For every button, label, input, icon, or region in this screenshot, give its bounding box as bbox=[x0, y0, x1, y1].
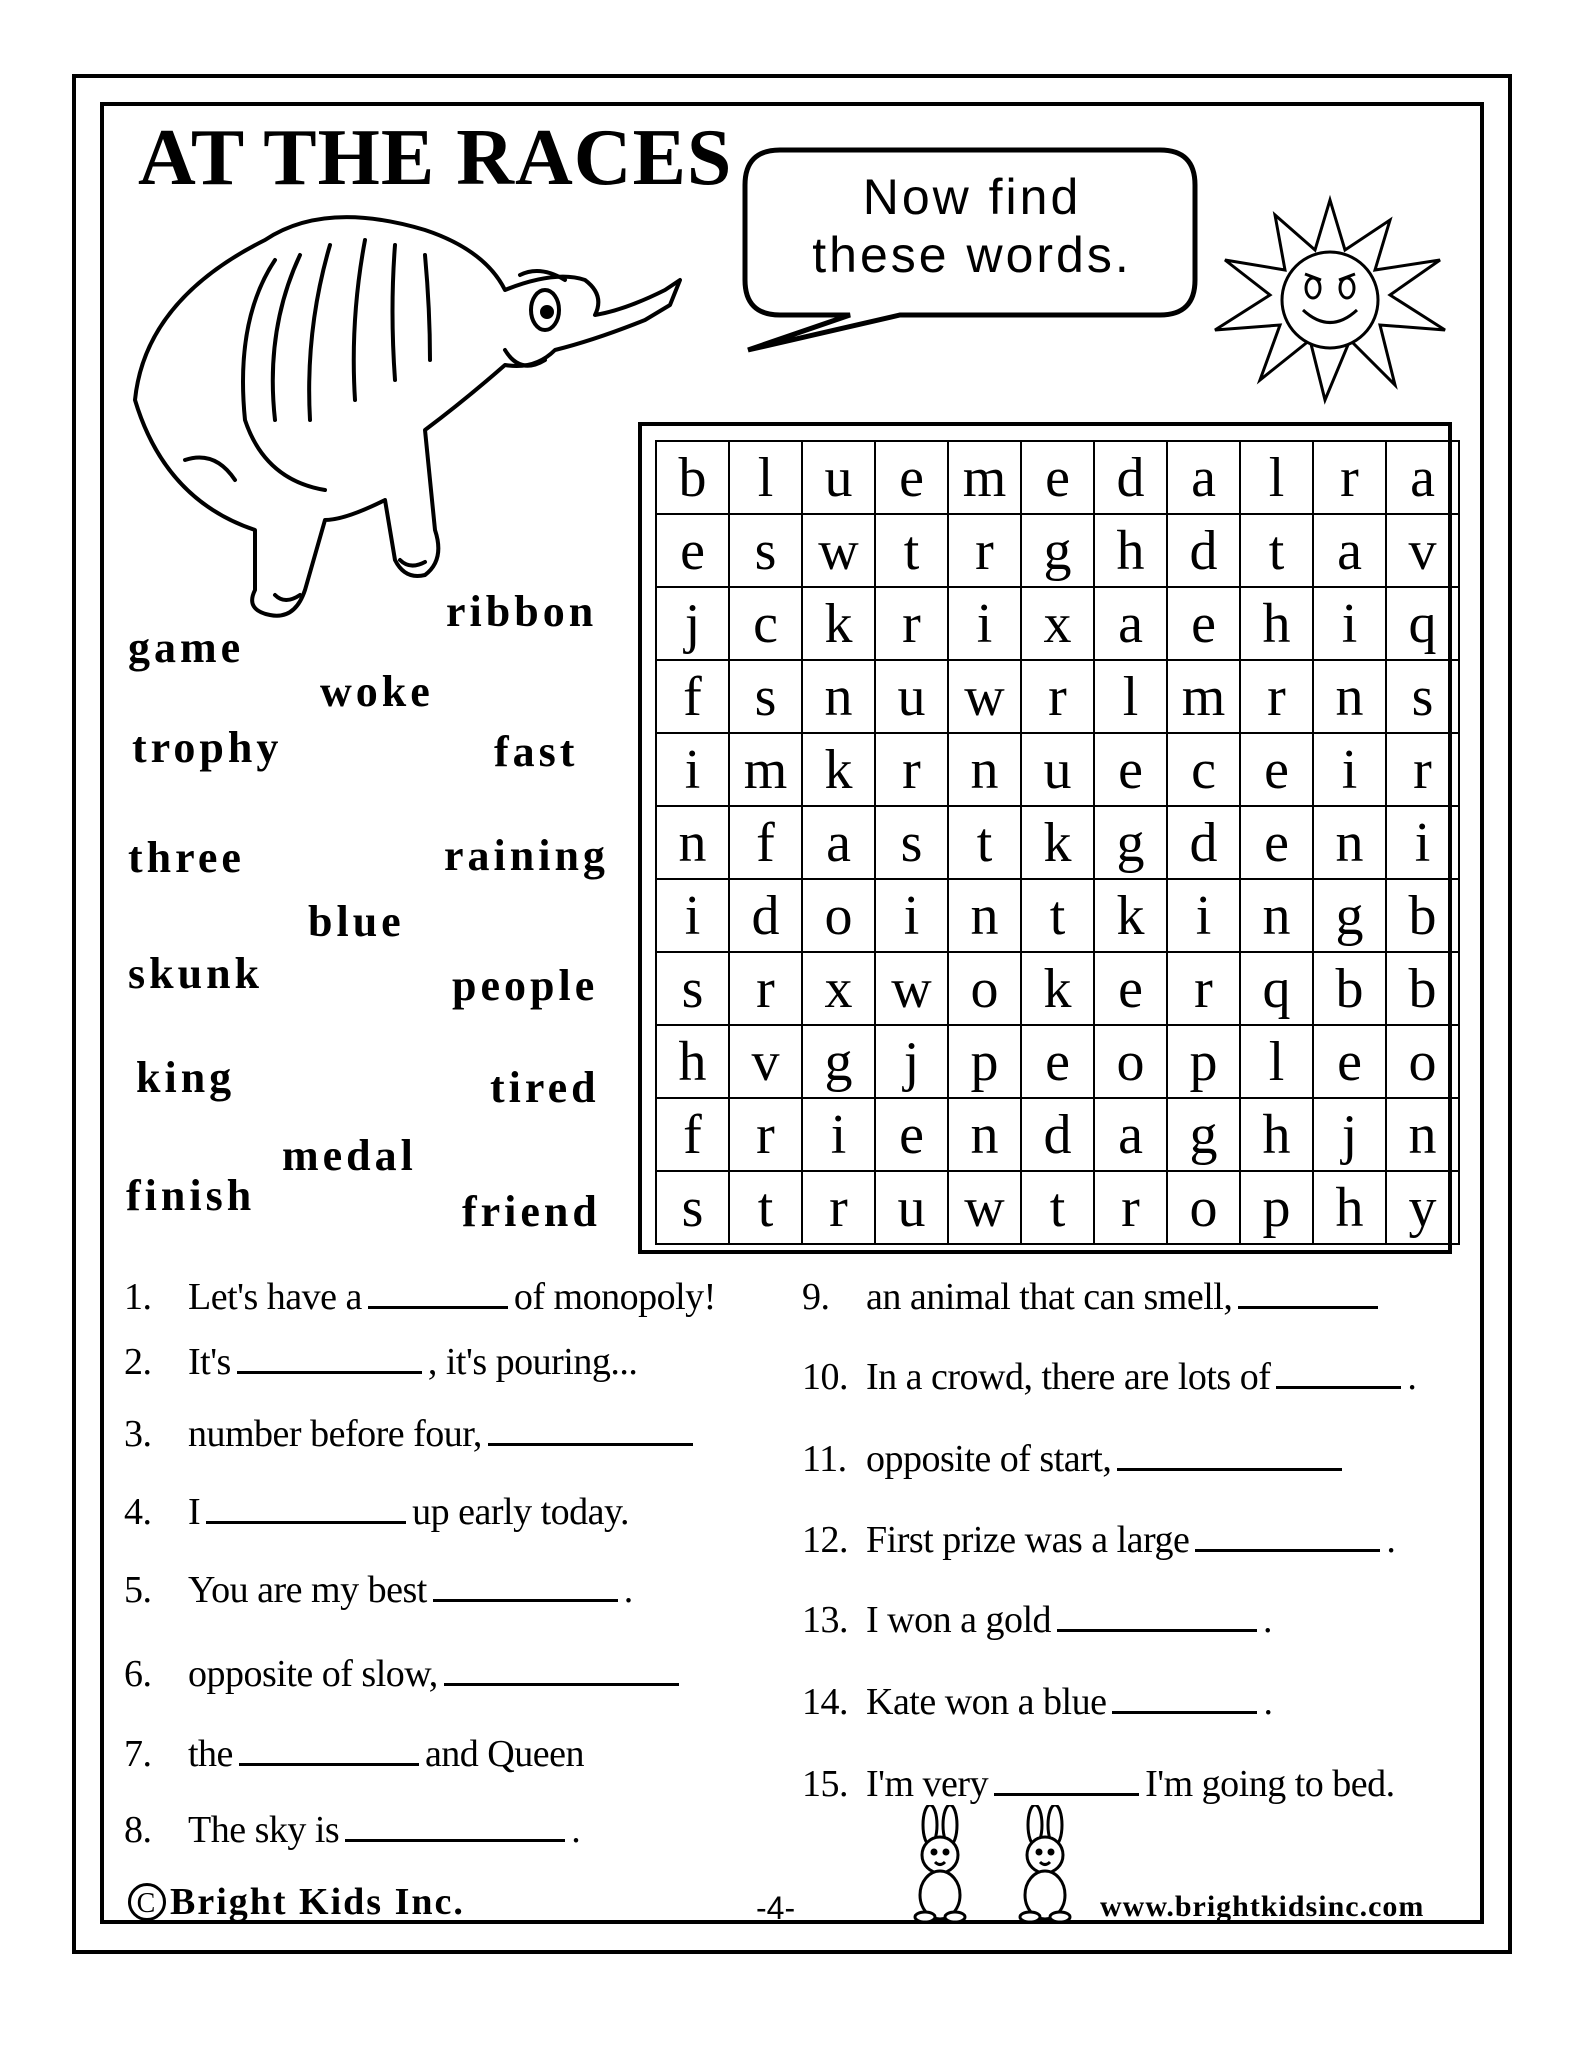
question-15 bbox=[802, 1762, 1395, 1806]
grid-cell[interactable]: e bbox=[1021, 1025, 1094, 1098]
grid-cell[interactable]: n bbox=[948, 879, 1021, 952]
question-text: First prize was a large bbox=[866, 1519, 1190, 1561]
copyright bbox=[128, 1880, 465, 1924]
grid-cell[interactable]: o bbox=[948, 952, 1021, 1025]
grid-cell[interactable]: g bbox=[1021, 514, 1094, 587]
answer-blank[interactable] bbox=[345, 1809, 565, 1842]
grid-cell[interactable]: h bbox=[1240, 1098, 1313, 1171]
grid-cell[interactable]: a bbox=[1386, 441, 1459, 514]
question-number: 2. bbox=[124, 1341, 152, 1383]
question-number: 13. bbox=[802, 1599, 848, 1641]
question-text-end: , it's pouring... bbox=[427, 1341, 638, 1383]
grid-row bbox=[656, 587, 1459, 660]
grid-cell[interactable]: s bbox=[729, 514, 802, 587]
grid-cell[interactable]: w bbox=[802, 514, 875, 587]
word-bank-item-finish: finish bbox=[126, 1171, 256, 1220]
answer-blank[interactable] bbox=[1057, 1599, 1257, 1632]
grid-cell[interactable]: i bbox=[1313, 587, 1386, 660]
grid-cell[interactable]: o bbox=[1167, 1171, 1240, 1244]
grid-cell[interactable]: x bbox=[802, 952, 875, 1025]
word-bank-item-three: three bbox=[128, 833, 245, 882]
grid-cell[interactable]: a bbox=[1094, 587, 1167, 660]
speech-bubble-text bbox=[752, 168, 1192, 284]
grid-cell[interactable]: i bbox=[656, 733, 729, 806]
grid-cell[interactable]: m bbox=[1167, 660, 1240, 733]
grid-cell[interactable]: v bbox=[729, 1025, 802, 1098]
answer-blank[interactable] bbox=[1112, 1681, 1257, 1714]
question-number: 11. bbox=[802, 1438, 847, 1480]
grid-cell[interactable]: t bbox=[1240, 514, 1313, 587]
question-text: opposite of start, bbox=[866, 1438, 1112, 1480]
grid-cell[interactable]: u bbox=[1021, 733, 1094, 806]
question-7 bbox=[124, 1732, 584, 1776]
grid-row bbox=[656, 660, 1459, 733]
question-text: the bbox=[188, 1733, 233, 1775]
grid-cell[interactable]: d bbox=[1167, 806, 1240, 879]
question-text: Kate won a blue bbox=[866, 1681, 1107, 1723]
question-13 bbox=[802, 1598, 1272, 1642]
grid-cell[interactable]: i bbox=[1313, 733, 1386, 806]
word-bank-item-skunk: skunk bbox=[128, 949, 264, 998]
grid-cell[interactable]: f bbox=[656, 660, 729, 733]
grid-cell[interactable]: p bbox=[1240, 1171, 1313, 1244]
grid-row bbox=[656, 879, 1459, 952]
grid-cell[interactable]: o bbox=[802, 879, 875, 952]
grid-cell[interactable]: r bbox=[802, 1171, 875, 1244]
question-number: 5. bbox=[124, 1569, 152, 1611]
question-14 bbox=[802, 1680, 1272, 1724]
question-text-end: I'm going to bed. bbox=[1145, 1763, 1395, 1805]
grid-cell[interactable]: h bbox=[1094, 514, 1167, 587]
grid-cell[interactable]: r bbox=[729, 1098, 802, 1171]
question-number: 10. bbox=[802, 1356, 848, 1398]
grid-cell[interactable]: e bbox=[1240, 733, 1313, 806]
question-number: 7. bbox=[124, 1733, 152, 1775]
grid-cell[interactable]: t bbox=[1021, 879, 1094, 952]
grid-cell[interactable]: l bbox=[1240, 441, 1313, 514]
grid-cell[interactable]: h bbox=[1313, 1171, 1386, 1244]
grid-cell[interactable]: j bbox=[656, 587, 729, 660]
answer-blank[interactable] bbox=[488, 1413, 693, 1446]
grid-row bbox=[656, 441, 1459, 514]
page-number: -4- bbox=[756, 1890, 796, 1926]
question-text: I won a gold bbox=[866, 1599, 1052, 1641]
grid-cell[interactable]: s bbox=[875, 806, 948, 879]
grid-cell[interactable]: l bbox=[1094, 660, 1167, 733]
grid-cell[interactable]: d bbox=[729, 879, 802, 952]
grid-cell[interactable]: c bbox=[729, 587, 802, 660]
grid-cell[interactable]: q bbox=[1386, 587, 1459, 660]
grid-cell[interactable]: k bbox=[1021, 806, 1094, 879]
grid-cell[interactable]: w bbox=[948, 1171, 1021, 1244]
question-number: 1. bbox=[124, 1276, 152, 1318]
grid-cell[interactable]: w bbox=[948, 660, 1021, 733]
grid-cell[interactable]: k bbox=[1021, 952, 1094, 1025]
question-6 bbox=[124, 1652, 685, 1696]
question-text: opposite of slow, bbox=[188, 1653, 438, 1695]
grid-cell[interactable]: i bbox=[656, 879, 729, 952]
grid-cell[interactable]: e bbox=[1167, 587, 1240, 660]
grid-cell[interactable]: r bbox=[1021, 660, 1094, 733]
word-search-grid bbox=[655, 440, 1460, 1245]
grid-cell[interactable]: r bbox=[1240, 660, 1313, 733]
answer-blank[interactable] bbox=[206, 1491, 406, 1524]
answer-blank[interactable] bbox=[368, 1276, 508, 1309]
grid-cell[interactable]: m bbox=[948, 441, 1021, 514]
grid-cell[interactable]: a bbox=[1094, 1098, 1167, 1171]
speech-bubble-line1: Now find bbox=[862, 169, 1082, 225]
word-bank-item-raining: raining bbox=[444, 831, 609, 880]
grid-cell[interactable]: n bbox=[1313, 806, 1386, 879]
grid-cell[interactable]: w bbox=[875, 952, 948, 1025]
question-12 bbox=[802, 1518, 1395, 1562]
question-text-end: . bbox=[1386, 1519, 1396, 1561]
grid-cell[interactable]: j bbox=[875, 1025, 948, 1098]
grid-cell[interactable]: t bbox=[948, 806, 1021, 879]
copyright-icon: C bbox=[128, 1883, 166, 1921]
answer-blank[interactable] bbox=[1117, 1438, 1342, 1471]
grid-cell[interactable]: k bbox=[1094, 879, 1167, 952]
answer-blank[interactable] bbox=[444, 1653, 679, 1686]
word-bank-item-tired: tired bbox=[490, 1063, 600, 1112]
grid-cell[interactable]: q bbox=[1240, 952, 1313, 1025]
bunny-illustration bbox=[1000, 1805, 1090, 1925]
grid-cell[interactable]: i bbox=[875, 879, 948, 952]
page-title: AT THE RACES bbox=[138, 114, 733, 202]
grid-cell[interactable]: p bbox=[1167, 1025, 1240, 1098]
grid-cell[interactable]: e bbox=[1094, 952, 1167, 1025]
grid-cell[interactable]: e bbox=[1240, 806, 1313, 879]
question-number: 6. bbox=[124, 1653, 152, 1695]
grid-cell[interactable]: p bbox=[948, 1025, 1021, 1098]
grid-cell[interactable]: d bbox=[1167, 514, 1240, 587]
question-text-end: of monopoly! bbox=[513, 1276, 716, 1318]
word-bank-item-game: game bbox=[128, 623, 245, 672]
grid-cell[interactable]: n bbox=[802, 660, 875, 733]
question-text-end: . bbox=[1263, 1599, 1273, 1641]
question-8 bbox=[124, 1808, 580, 1852]
grid-cell[interactable]: n bbox=[948, 1098, 1021, 1171]
question-text-end: and Queen bbox=[424, 1733, 584, 1775]
grid-cell[interactable]: o bbox=[1094, 1025, 1167, 1098]
word-bank-item-medal: medal bbox=[282, 1131, 417, 1180]
question-text: The sky is bbox=[188, 1809, 340, 1851]
grid-cell[interactable]: n bbox=[656, 806, 729, 879]
grid-cell[interactable]: l bbox=[1240, 1025, 1313, 1098]
grid-row bbox=[656, 952, 1459, 1025]
grid-cell[interactable]: k bbox=[802, 587, 875, 660]
grid-cell[interactable]: d bbox=[1021, 1098, 1094, 1171]
sun-icon bbox=[1205, 190, 1455, 410]
word-bank-item-woke: woke bbox=[320, 667, 434, 716]
grid-cell[interactable]: f bbox=[656, 1098, 729, 1171]
grid-cell[interactable]: e bbox=[1021, 441, 1094, 514]
grid-cell[interactable]: e bbox=[1313, 1025, 1386, 1098]
answer-blank[interactable] bbox=[1195, 1519, 1380, 1552]
question-number: 4. bbox=[124, 1491, 152, 1533]
question-text: You are my best bbox=[188, 1569, 427, 1611]
word-bank-item-friend: friend bbox=[462, 1187, 601, 1236]
grid-cell[interactable]: l bbox=[729, 441, 802, 514]
grid-cell[interactable]: n bbox=[1386, 1098, 1459, 1171]
grid-cell[interactable]: f bbox=[729, 806, 802, 879]
word-bank-item-trophy: trophy bbox=[132, 723, 283, 772]
grid-row bbox=[656, 1171, 1459, 1244]
question-text: In a crowd, there are lots of bbox=[866, 1356, 1271, 1398]
grid-cell[interactable]: r bbox=[875, 733, 948, 806]
grid-cell[interactable]: i bbox=[1386, 806, 1459, 879]
answer-blank[interactable] bbox=[239, 1733, 419, 1766]
grid-cell[interactable]: g bbox=[1313, 879, 1386, 952]
grid-cell[interactable]: o bbox=[1386, 1025, 1459, 1098]
question-text-end: . bbox=[1407, 1356, 1417, 1398]
answer-blank[interactable] bbox=[1238, 1276, 1378, 1309]
grid-cell[interactable]: r bbox=[948, 514, 1021, 587]
grid-cell[interactable]: i bbox=[1167, 879, 1240, 952]
answer-blank[interactable] bbox=[1276, 1356, 1401, 1389]
answer-blank[interactable] bbox=[433, 1569, 618, 1602]
grid-cell[interactable]: g bbox=[1094, 806, 1167, 879]
question-9 bbox=[802, 1275, 1384, 1319]
question-11 bbox=[802, 1437, 1348, 1481]
grid-cell[interactable]: u bbox=[802, 441, 875, 514]
question-number: 14. bbox=[802, 1681, 848, 1723]
grid-cell[interactable]: d bbox=[1094, 441, 1167, 514]
question-text-end: up early today. bbox=[412, 1491, 630, 1533]
question-3 bbox=[124, 1412, 699, 1456]
grid-row bbox=[656, 1098, 1459, 1171]
question-text: I bbox=[188, 1491, 201, 1533]
grid-cell[interactable]: a bbox=[802, 806, 875, 879]
grid-cell[interactable]: b bbox=[656, 441, 729, 514]
grid-cell[interactable]: g bbox=[802, 1025, 875, 1098]
grid-row bbox=[656, 1025, 1459, 1098]
grid-cell[interactable]: m bbox=[729, 733, 802, 806]
question-number: 3. bbox=[124, 1413, 152, 1455]
grid-cell[interactable]: e bbox=[875, 441, 948, 514]
grid-cell[interactable]: g bbox=[1167, 1098, 1240, 1171]
grid-cell[interactable]: b bbox=[1386, 879, 1459, 952]
grid-cell[interactable]: s bbox=[1386, 660, 1459, 733]
word-bank-item-people: people bbox=[452, 961, 599, 1010]
word-bank-item-blue: blue bbox=[308, 897, 405, 946]
grid-cell[interactable]: u bbox=[875, 1171, 948, 1244]
question-number: 9. bbox=[802, 1276, 830, 1318]
grid-cell[interactable]: j bbox=[1313, 1098, 1386, 1171]
grid-cell[interactable]: x bbox=[1021, 587, 1094, 660]
grid-cell[interactable]: b bbox=[1313, 952, 1386, 1025]
bunny-illustration bbox=[895, 1805, 985, 1925]
grid-cell[interactable]: h bbox=[1240, 587, 1313, 660]
question-text-end: . bbox=[623, 1569, 633, 1611]
question-text-end: . bbox=[1263, 1681, 1273, 1723]
grid-cell[interactable]: k bbox=[802, 733, 875, 806]
question-2 bbox=[124, 1340, 637, 1384]
grid-cell[interactable]: y bbox=[1386, 1171, 1459, 1244]
grid-cell[interactable]: r bbox=[1094, 1171, 1167, 1244]
question-text: It's bbox=[188, 1341, 231, 1383]
grid-cell[interactable]: r bbox=[1313, 441, 1386, 514]
grid-cell[interactable]: c bbox=[1167, 733, 1240, 806]
question-text: an animal that can smell, bbox=[866, 1276, 1233, 1318]
answer-blank[interactable] bbox=[994, 1763, 1139, 1796]
grid-cell[interactable]: h bbox=[656, 1025, 729, 1098]
question-text: Let's have a bbox=[188, 1276, 362, 1318]
question-number: 8. bbox=[124, 1809, 152, 1851]
word-bank-item-ribbon: ribbon bbox=[446, 587, 598, 636]
grid-cell[interactable]: r bbox=[875, 587, 948, 660]
grid-row bbox=[656, 514, 1459, 587]
grid-cell[interactable]: r bbox=[1167, 952, 1240, 1025]
question-4 bbox=[124, 1490, 629, 1534]
grid-cell[interactable]: t bbox=[875, 514, 948, 587]
word-bank-item-king: king bbox=[136, 1053, 236, 1102]
grid-cell[interactable]: b bbox=[1386, 952, 1459, 1025]
question-1 bbox=[124, 1275, 716, 1319]
company-name: Bright Kids Inc. bbox=[170, 1881, 465, 1923]
grid-cell[interactable]: v bbox=[1386, 514, 1459, 587]
grid-cell[interactable]: t bbox=[1021, 1171, 1094, 1244]
grid-cell[interactable]: n bbox=[948, 733, 1021, 806]
grid-cell[interactable]: r bbox=[1386, 733, 1459, 806]
question-number: 12. bbox=[802, 1519, 848, 1561]
grid-row bbox=[656, 806, 1459, 879]
grid-cell[interactable]: a bbox=[1167, 441, 1240, 514]
question-5 bbox=[124, 1568, 633, 1612]
grid-cell[interactable]: r bbox=[729, 952, 802, 1025]
question-text: I'm very bbox=[866, 1763, 989, 1805]
grid-cell[interactable]: a bbox=[1313, 514, 1386, 587]
question-text-end: . bbox=[571, 1809, 581, 1851]
grid-cell[interactable]: n bbox=[1313, 660, 1386, 733]
grid-cell[interactable]: i bbox=[802, 1098, 875, 1171]
grid-cell[interactable]: i bbox=[948, 587, 1021, 660]
grid-cell[interactable]: e bbox=[656, 514, 729, 587]
question-number: 15. bbox=[802, 1763, 848, 1805]
grid-cell[interactable]: s bbox=[656, 952, 729, 1025]
question-10 bbox=[802, 1355, 1416, 1399]
word-bank-item-fast: fast bbox=[494, 727, 579, 776]
grid-cell[interactable]: s bbox=[656, 1171, 729, 1244]
grid-row bbox=[656, 733, 1459, 806]
answer-blank[interactable] bbox=[237, 1341, 422, 1374]
question-text: number before four, bbox=[188, 1413, 482, 1455]
grid-cell[interactable]: e bbox=[1094, 733, 1167, 806]
grid-cell[interactable]: t bbox=[729, 1171, 802, 1244]
grid-cell[interactable]: e bbox=[875, 1098, 948, 1171]
speech-bubble-line2: these words. bbox=[812, 227, 1132, 283]
grid-cell[interactable]: u bbox=[875, 660, 948, 733]
grid-cell[interactable]: n bbox=[1240, 879, 1313, 952]
grid-cell[interactable]: s bbox=[729, 660, 802, 733]
website-link[interactable]: www.brightkidsinc.com bbox=[1100, 1890, 1425, 1923]
elephant-illustration bbox=[125, 200, 705, 640]
